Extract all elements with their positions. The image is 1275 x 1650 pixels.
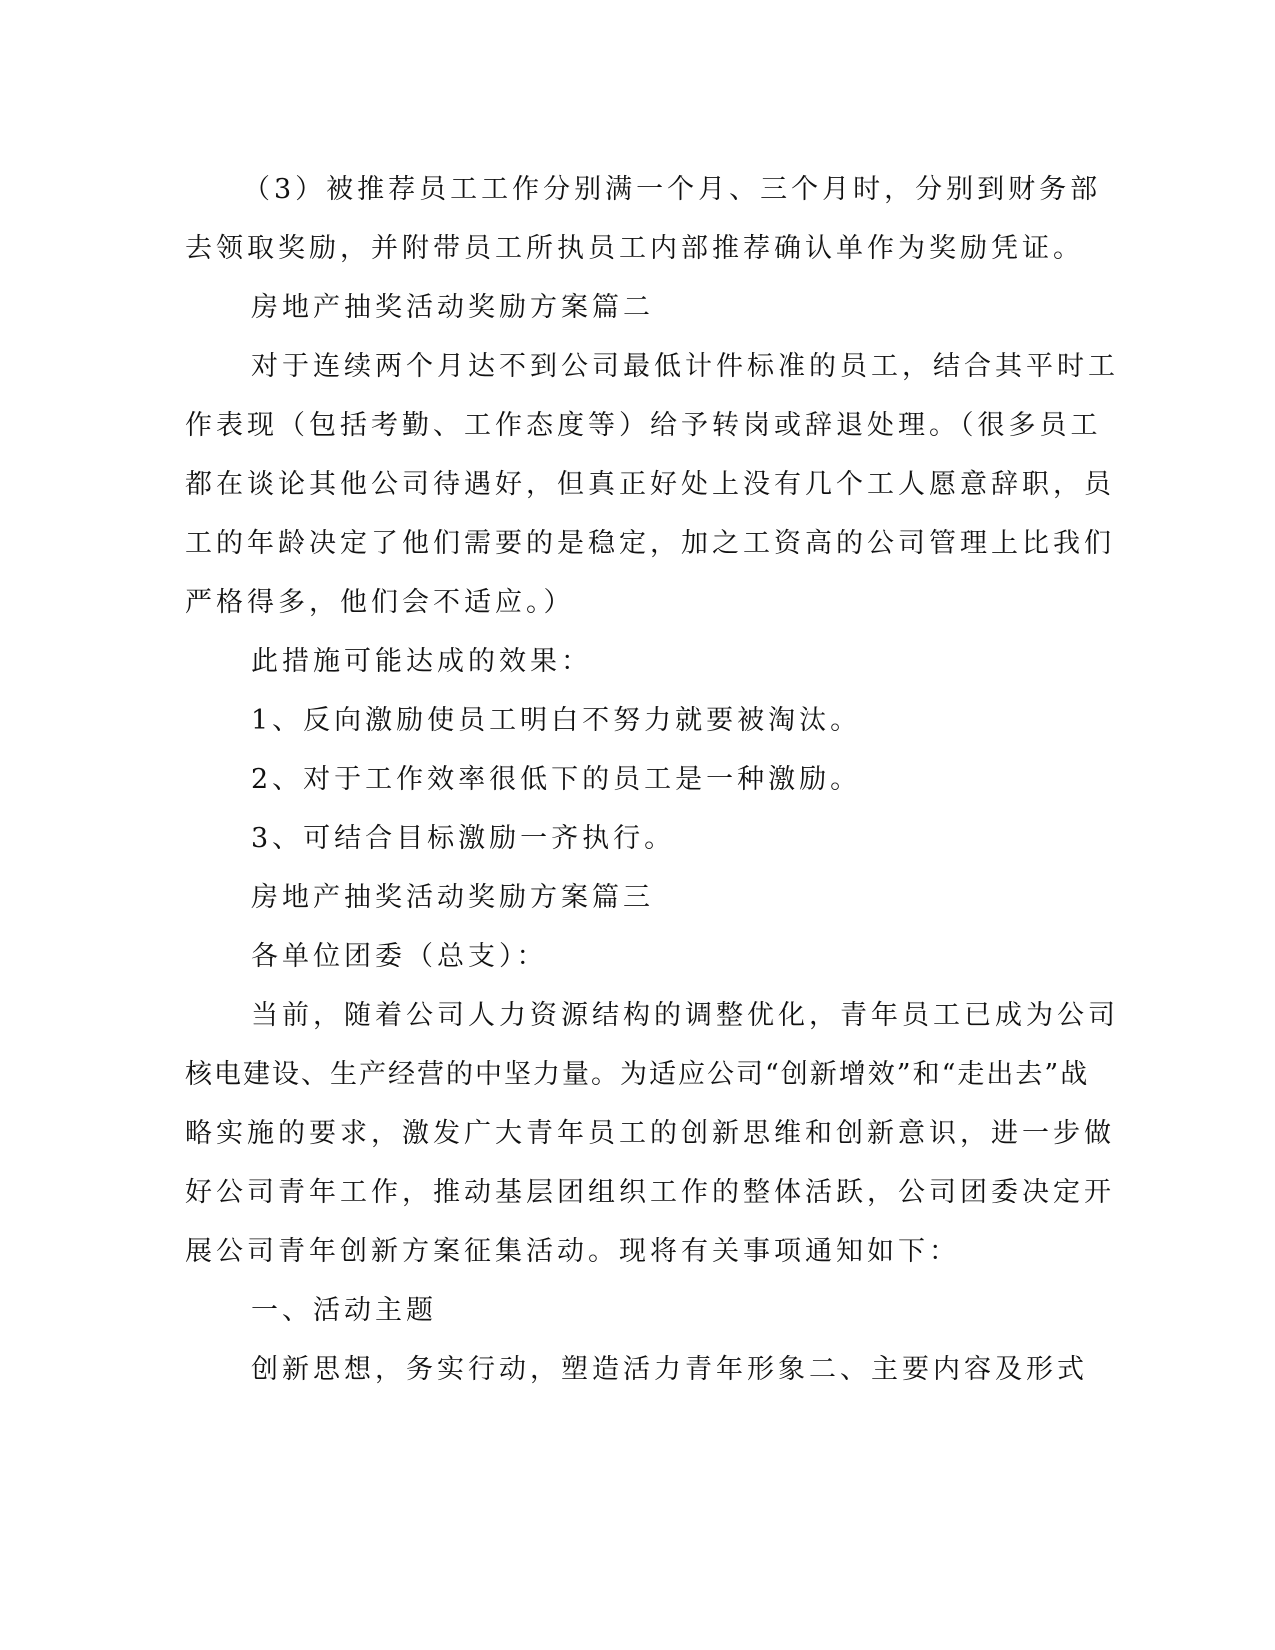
paragraph-line: 严格得多，他们会不适应。） (185, 587, 575, 618)
list-item: 3、可结合目标激励一齐执行。 (251, 823, 676, 854)
list-item: 2、对于工作效率很低下的员工是一种激励。 (251, 764, 862, 795)
paragraph-line: 创新思想，务实行动，塑造活力青年形象二、主要内容及形式 (251, 1354, 1088, 1385)
section-heading: 房地产抽奖活动奖励方案篇二 (251, 292, 654, 323)
paragraph-line: 展公司青年创新方案征集活动。现将有关事项通知如下： (185, 1236, 960, 1267)
paragraph-line: 当前，随着公司人力资源结构的调整优化，青年员工已成为公司 (251, 1000, 1119, 1031)
section-heading: 一、活动主题 (251, 1295, 437, 1326)
document-body (185, 160, 1119, 1399)
list-item: 1、反向激励使员工明白不努力就要被淘汰。 (251, 705, 862, 736)
paragraph-line: 各单位团委（总支）： (251, 941, 548, 972)
paragraph-line: 此措施可能达成的效果： (251, 646, 592, 677)
paragraph-line: 都在谈论其他公司待遇好，但真正好处上没有几个工人愿意辞职，员 (185, 469, 1115, 500)
paragraph-line: 对于连续两个月达不到公司最低计件标准的员工，结合其平时工 (251, 351, 1119, 382)
paragraph-line: 核电建设、生产经营的中坚力量。为适应公司“创新增效”和“走出去”战 (185, 1059, 1090, 1090)
paragraph-line: （3）被推荐员工工作分别满一个月、三个月时，分别到财务部 (243, 174, 1102, 205)
paragraph-line: 作表现（包括考勤、工作态度等）给予转岗或辞退处理。（很多员工 (185, 410, 1102, 441)
paragraph-line: 工的年龄决定了他们需要的是稳定，加之工资高的公司管理上比我们 (185, 528, 1115, 559)
paragraph-line: 好公司青年工作，推动基层团组织工作的整体活跃，公司团委决定开 (185, 1177, 1115, 1208)
paragraph-line: 略实施的要求，激发广大青年员工的创新思维和创新意识，进一步做 (185, 1118, 1115, 1149)
section-heading: 房地产抽奖活动奖励方案篇三 (251, 882, 654, 913)
paragraph-line: 去领取奖励，并附带员工所执员工内部推荐确认单作为奖励凭证。 (185, 233, 1084, 264)
